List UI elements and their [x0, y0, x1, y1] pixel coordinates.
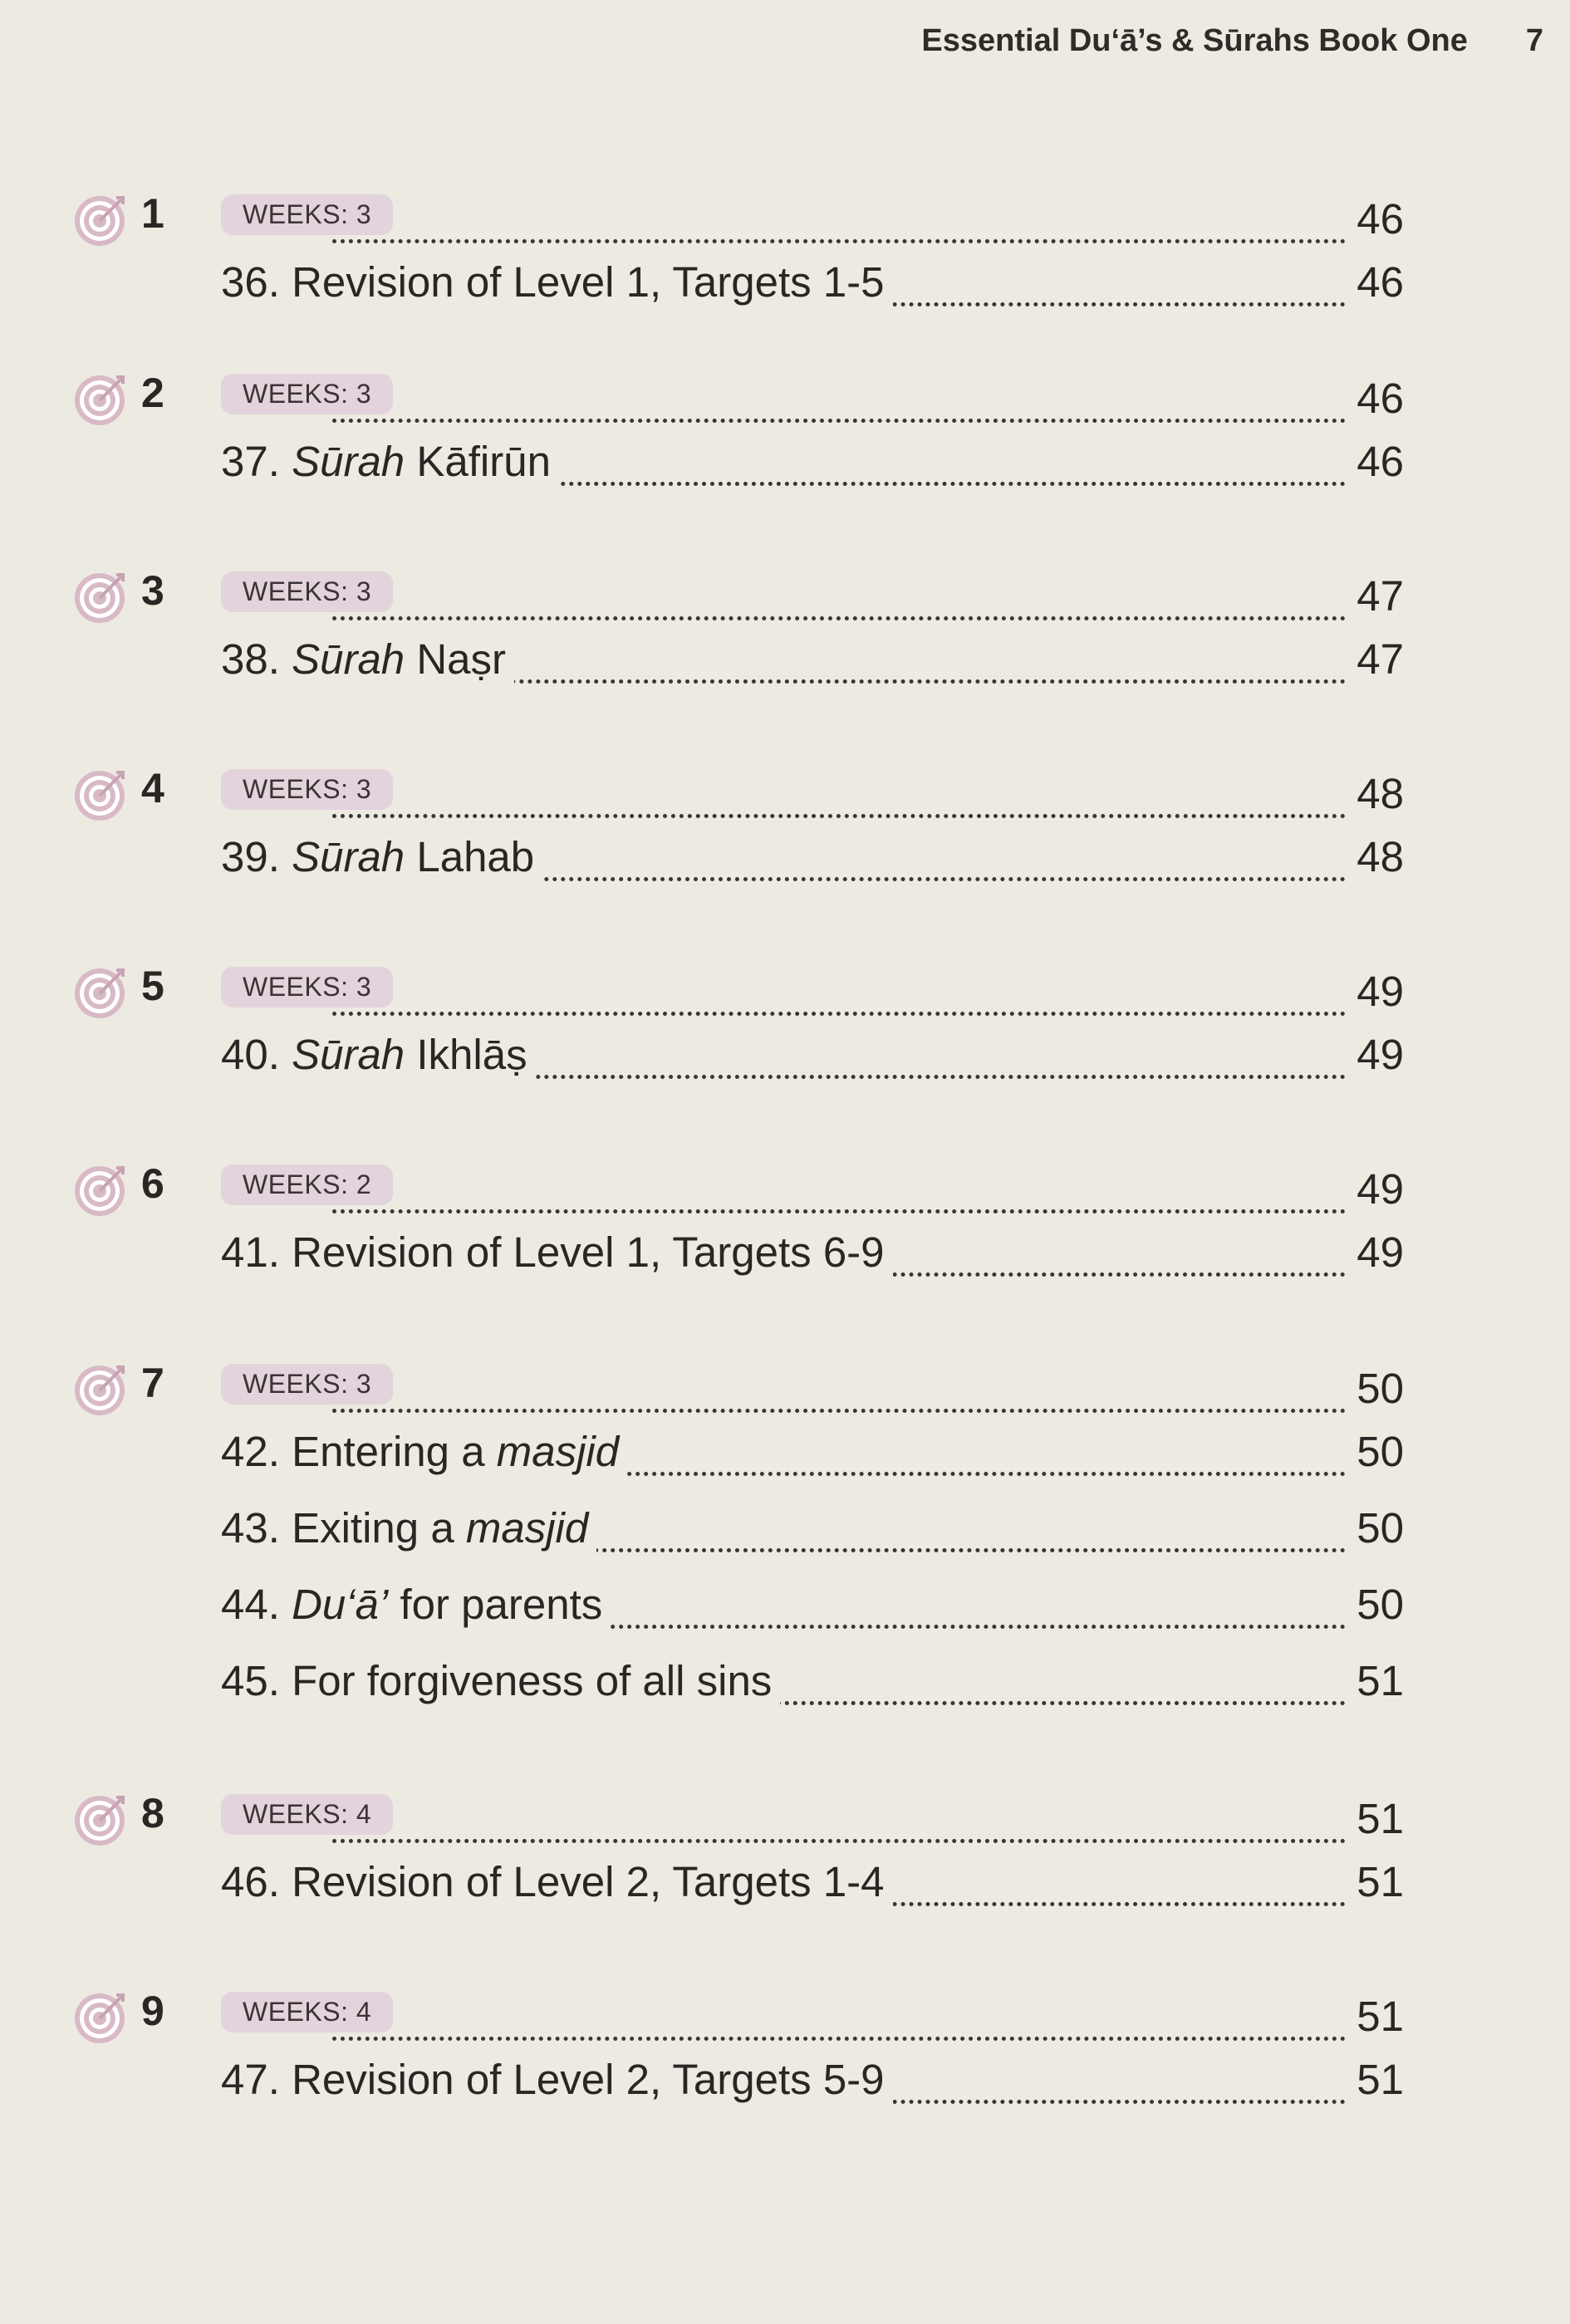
target-group — [75, 184, 1404, 331]
weeks-badge: WEEKS: 3 — [221, 194, 393, 235]
target-icon — [75, 570, 128, 623]
target-row — [75, 1155, 1404, 1224]
target-icon — [75, 1163, 128, 1216]
entry-italic: Sūrah — [292, 438, 405, 485]
target-group — [75, 1354, 1404, 1729]
entry-text: Ikhlāṣ — [405, 1031, 527, 1078]
target-number: 7 — [141, 1360, 164, 1406]
entry-label — [221, 257, 893, 306]
target-icon — [75, 767, 128, 821]
toc-entry[interactable] — [75, 1576, 1404, 1653]
dot-leader — [332, 2037, 1346, 2041]
entry-label — [221, 1030, 536, 1079]
entry-italic: Du‘ā’ — [292, 1581, 389, 1628]
target-row — [75, 184, 1404, 254]
page-number: 51 — [1352, 1992, 1404, 2041]
target-row — [75, 1354, 1404, 1424]
page-number: 51 — [1352, 1794, 1404, 1843]
weeks-badge: WEEKS: 3 — [221, 967, 393, 1008]
target-group — [75, 1982, 1404, 2128]
dot-leader — [332, 1839, 1346, 1843]
entry-number: 36. — [221, 258, 292, 306]
target-group — [75, 1155, 1404, 1301]
dot-leader — [332, 1209, 1346, 1213]
target-row — [75, 1784, 1404, 1854]
toc-entry[interactable] — [75, 254, 1404, 331]
entry-italic: masjid — [465, 1504, 589, 1552]
weeks-badge: WEEKS: 4 — [221, 1794, 393, 1835]
entry-label — [221, 635, 514, 684]
page-number: 50 — [1352, 1427, 1404, 1476]
entry-text: For forgiveness of all sins — [292, 1657, 773, 1704]
page-number: 48 — [1352, 832, 1404, 881]
page-number: 49 — [1352, 1164, 1404, 1213]
weeks-badge: WEEKS: 4 — [221, 1992, 393, 2032]
dot-leader — [332, 239, 1346, 243]
toc-entry[interactable] — [75, 1027, 1404, 1103]
entry-number: 44. — [221, 1581, 292, 1628]
target-icon — [75, 193, 128, 246]
toc-entry[interactable] — [75, 1424, 1404, 1500]
entry-label — [221, 1656, 780, 1705]
page-number: 51 — [1352, 2055, 1404, 2104]
target-row — [75, 364, 1404, 434]
entry-text: for parents — [388, 1581, 603, 1628]
entry-italic: masjid — [496, 1428, 620, 1475]
target-number: 9 — [141, 1988, 164, 2034]
target-group — [75, 561, 1404, 708]
entry-label — [221, 1503, 596, 1552]
toc-entry[interactable] — [75, 434, 1404, 510]
entry-italic: Sūrah — [292, 635, 405, 683]
target-icon — [75, 1792, 128, 1846]
entry-number: 43. — [221, 1504, 292, 1552]
target-group — [75, 364, 1404, 510]
entry-italic: Sūrah — [292, 1031, 405, 1078]
entry-number: 45. — [221, 1657, 292, 1704]
toc-entry[interactable] — [75, 829, 1404, 905]
entry-text: Revision of Level 1, Targets 1-5 — [292, 258, 885, 306]
target-row — [75, 759, 1404, 829]
entry-number: 40. — [221, 1031, 292, 1078]
page-number: 51 — [1352, 1656, 1404, 1705]
entry-label — [221, 2055, 893, 2104]
entry-text: Entering a — [292, 1428, 497, 1475]
target-icon — [75, 1990, 128, 2043]
page-number: 49 — [1352, 967, 1404, 1016]
target-group — [75, 759, 1404, 905]
entry-label — [221, 1427, 627, 1476]
entry-italic: Sūrah — [292, 833, 405, 880]
page-number: 51 — [1352, 1857, 1404, 1906]
toc-entry[interactable] — [75, 1224, 1404, 1301]
target-row — [75, 957, 1404, 1027]
page-number: 49 — [1352, 1228, 1404, 1277]
toc-entry[interactable] — [75, 1500, 1404, 1576]
dot-leader — [332, 616, 1346, 620]
page-number: 48 — [1352, 769, 1404, 818]
entry-text: Kāfirūn — [405, 438, 551, 485]
target-number: 1 — [141, 190, 164, 237]
toc-entry[interactable] — [75, 631, 1404, 708]
page-number: 50 — [1352, 1364, 1404, 1413]
entry-text: Exiting a — [292, 1504, 466, 1552]
weeks-badge: WEEKS: 3 — [221, 769, 393, 810]
target-icon — [75, 1362, 128, 1415]
entry-number: 38. — [221, 635, 292, 683]
target-number: 5 — [141, 963, 164, 1009]
target-number: 2 — [141, 370, 164, 416]
target-number: 8 — [141, 1790, 164, 1836]
weeks-badge: WEEKS: 3 — [221, 374, 393, 414]
toc-entry[interactable] — [75, 2052, 1404, 2128]
dot-leader — [332, 814, 1346, 818]
target-group — [75, 957, 1404, 1103]
page-number: 46 — [1352, 374, 1404, 423]
page-number: 7 — [1525, 23, 1543, 58]
weeks-badge: WEEKS: 3 — [221, 1364, 393, 1405]
entry-text: Revision of Level 2, Targets 5-9 — [292, 2056, 885, 2103]
target-number: 3 — [141, 567, 164, 614]
page-number: 47 — [1352, 571, 1404, 620]
entry-number: 41. — [221, 1228, 292, 1276]
entry-number: 39. — [221, 833, 292, 880]
entry-label — [221, 437, 559, 486]
entry-number: 47. — [221, 2056, 292, 2103]
target-icon — [75, 965, 128, 1018]
page-number: 47 — [1352, 635, 1404, 684]
target-number: 6 — [141, 1160, 164, 1207]
entry-number: 37. — [221, 438, 292, 485]
target-row — [75, 561, 1404, 631]
dot-leader — [332, 1409, 1346, 1413]
page-number: 49 — [1352, 1030, 1404, 1079]
running-header — [0, 23, 1543, 59]
dot-leader — [332, 1012, 1346, 1016]
target-group — [75, 1784, 1404, 1930]
page-number: 46 — [1352, 257, 1404, 306]
toc-entry[interactable] — [75, 1854, 1404, 1930]
entry-label — [221, 832, 542, 881]
target-number: 4 — [141, 765, 164, 811]
entry-text: Revision of Level 2, Targets 1-4 — [292, 1858, 885, 1905]
book-title: Essential Du‘ā’s & Sūrahs Book One — [921, 23, 1468, 58]
entry-label — [221, 1857, 893, 1906]
entry-label — [221, 1228, 893, 1277]
dot-leader — [332, 419, 1346, 423]
entry-label — [221, 1580, 611, 1629]
page-number: 46 — [1352, 194, 1404, 243]
page-number: 50 — [1352, 1503, 1404, 1552]
entry-number: 46. — [221, 1858, 292, 1905]
target-icon — [75, 372, 128, 425]
entry-text: Lahab — [405, 833, 535, 880]
page-number: 50 — [1352, 1580, 1404, 1629]
page-number: 46 — [1352, 437, 1404, 486]
target-row — [75, 1982, 1404, 2052]
weeks-badge: WEEKS: 2 — [221, 1164, 393, 1205]
entry-number: 42. — [221, 1428, 292, 1475]
entry-text: Revision of Level 1, Targets 6-9 — [292, 1228, 885, 1276]
weeks-badge: WEEKS: 3 — [221, 571, 393, 612]
toc-entry[interactable] — [75, 1653, 1404, 1729]
entry-text: Naṣr — [405, 635, 507, 683]
